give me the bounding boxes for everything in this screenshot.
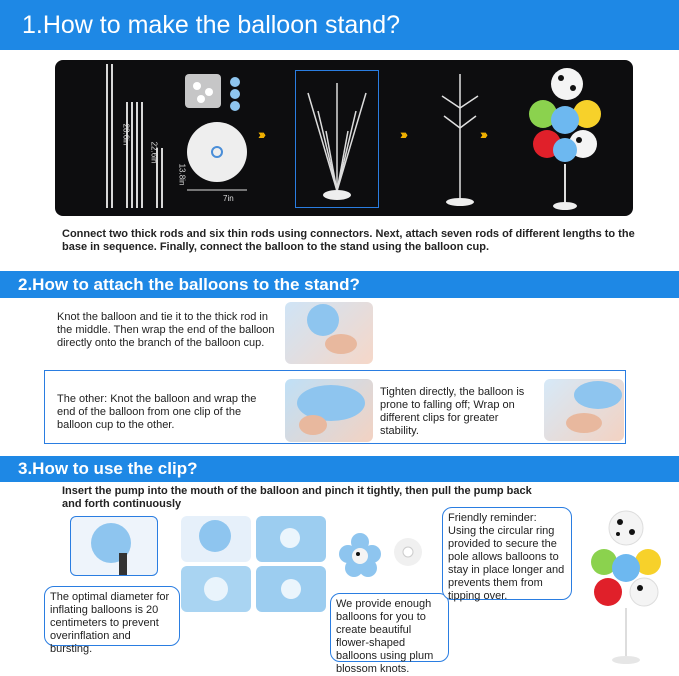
assembly-panel (55, 60, 633, 216)
pump-instructions: Insert the pump into the mouth of the balloon and pinch it tightly, then pull the pump back and forth continuously (62, 485, 532, 510)
arrow-2: ››› (400, 126, 405, 142)
attach-step2-text: The other: Knot the balloon and wrap the end of the balloon from one clip of the balloon cup to the other. (57, 393, 257, 431)
connectors-bag (183, 72, 243, 112)
stand-base (183, 118, 253, 198)
diameter-note: The optimal diameter for inflating balloons is 20 centimeters to prevent overinflation and bursting. (44, 586, 180, 646)
section1-description: Connect two thick rods and six thin rods using connectors. Next, attach seven rods of different lengths to the base in sequence. Finally, connect the balloon to the stand using the balloon cup. (62, 228, 635, 253)
section3-title: 3.How to use the clip? (18, 459, 198, 478)
dim-length-d: 7in (223, 194, 234, 203)
attach-photo-1 (285, 302, 373, 364)
section2-banner (0, 271, 679, 298)
arrow-1: ››› (258, 126, 263, 142)
clip-photo-1 (181, 516, 251, 562)
attach-photo-3 (544, 379, 624, 441)
clip-photo-4 (256, 566, 326, 612)
reminder-note: Friendly reminder: Using the circular ring provided to secure the pole allows balloons to stay in place longer and prevents them from tipping over. (442, 507, 572, 600)
arrow-3: ››› (480, 126, 485, 142)
section1-title: 1.How to make the balloon stand? (22, 10, 401, 39)
attach-photo-2 (285, 379, 373, 442)
flower-note: We provide enough balloons for you to create beautiful flower-shaped balloons using plum blossom knots. (330, 593, 449, 662)
attach-step1-text: Knot the balloon and tie it to the thick rod in the middle. Then wrap the end of the balloon directly onto the branch of the balloon cup. (57, 311, 275, 349)
dim-length-a: 28.6in (121, 123, 131, 146)
pump-photo (70, 516, 158, 576)
clip-photo-2 (256, 516, 326, 562)
assembled-rods-illustration (296, 71, 378, 207)
balloon-bouquet (525, 64, 605, 214)
dim-length-b: 22.6in (149, 141, 159, 164)
section2-title: 2.How to attach the balloons to the stand? (18, 274, 360, 294)
section3-banner (0, 456, 679, 482)
dim-length-c: 13.8in (177, 163, 187, 186)
clip-photo-3 (181, 566, 251, 612)
flower-balloon-illustration (336, 528, 436, 578)
assembled-rods-box (295, 70, 379, 208)
attach-step3-text: Tighten directly, the balloon is prone to falling off; Wrap on different clips for greater stability. (380, 386, 525, 437)
section1-banner (0, 0, 679, 50)
balloon-stand-final (590, 508, 662, 668)
